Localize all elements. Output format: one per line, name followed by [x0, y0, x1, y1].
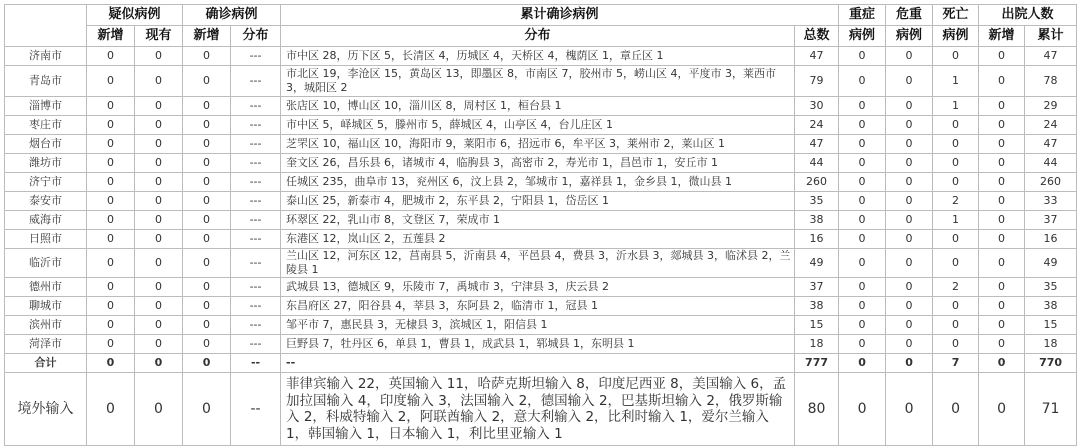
header-discharged: 出院人数 — [979, 5, 1077, 26]
confirmed-new-cell: 0 — [183, 173, 231, 192]
death-cell: 2 — [933, 192, 979, 211]
suspected-new-cell: 0 — [87, 192, 135, 211]
confirmed-new-cell: 0 — [183, 297, 231, 316]
header-confirmed: 确诊病例 — [183, 5, 281, 26]
discharged-total-cell: 260 — [1025, 173, 1077, 192]
severe-cell: 0 — [839, 249, 886, 278]
death-cell: 0 — [933, 154, 979, 173]
header-critical-cases: 病例 — [886, 26, 933, 47]
discharged-new-cell: 0 — [979, 335, 1025, 354]
confirmed-new-cell: 0 — [183, 66, 231, 97]
cumulative-total-cell: 38 — [795, 297, 839, 316]
critical-cell: 0 — [886, 47, 933, 66]
discharged-new-cell: 0 — [979, 211, 1025, 230]
discharged-total-cell: 33 — [1025, 192, 1077, 211]
discharged-new-cell: 0 — [979, 66, 1025, 97]
district-distribution-cell: -- — [281, 354, 795, 373]
district-distribution-cell: 菲律宾输入 22，英国输入 11，哈萨克斯坦输入 8，印度尼西亚 8，美国输入 6，孟加拉国输入 4，印度输入 3，法国输入 2，德国输入 2，巴基斯坦输入 2，俄罗斯输入 2，科威特输入 2，阿联酋输入 2，意大利输入 2，比利时输入 1，爱尔兰输入 1，韩国输入 1，日本输入 1，利比里亚输入 1 — [281, 373, 795, 446]
suspected-current-cell: 0 — [135, 173, 183, 192]
cumulative-total-cell: 80 — [795, 373, 839, 446]
city-cell: 潍坊市 — [5, 154, 87, 173]
suspected-new-cell: 0 — [87, 335, 135, 354]
critical-cell: 0 — [886, 116, 933, 135]
critical-cell: 0 — [886, 154, 933, 173]
discharged-total-cell: 770 — [1025, 354, 1077, 373]
total-row — [5, 354, 1077, 373]
severe-cell: 0 — [839, 66, 886, 97]
death-cell: 2 — [933, 278, 979, 297]
suspected-new-cell: 0 — [87, 211, 135, 230]
district-distribution-cell: 邹平市 7，惠民县 3，无棣县 3，滨城区 1，阳信县 1 — [281, 316, 795, 335]
confirmed-distribution-cell: --- — [231, 297, 281, 316]
confirmed-new-cell: 0 — [183, 230, 231, 249]
confirmed-distribution-cell: --- — [231, 335, 281, 354]
death-cell: 7 — [933, 354, 979, 373]
confirmed-distribution-cell: -- — [231, 373, 281, 446]
table-row — [5, 316, 1077, 335]
severe-cell: 0 — [839, 373, 886, 446]
discharged-total-cell: 24 — [1025, 116, 1077, 135]
confirmed-distribution-cell: --- — [231, 47, 281, 66]
cumulative-total-cell: 35 — [795, 192, 839, 211]
suspected-new-cell: 0 — [87, 66, 135, 97]
confirmed-distribution-cell: --- — [231, 211, 281, 230]
district-distribution-cell: 兰山区 12，河东区 12，莒南县 5，沂南县 4，平邑县 4，费县 3，沂水县 3，郯城县 3，临沭县 2，兰陵县 1 — [281, 249, 795, 278]
cumulative-total-cell: 30 — [795, 97, 839, 116]
discharged-new-cell: 0 — [979, 154, 1025, 173]
severe-cell: 0 — [839, 154, 886, 173]
death-cell: 0 — [933, 173, 979, 192]
header-severe: 重症 — [839, 5, 886, 26]
city-cell: 枣庄市 — [5, 116, 87, 135]
cumulative-total-cell: 47 — [795, 47, 839, 66]
confirmed-new-cell: 0 — [183, 97, 231, 116]
cumulative-total-cell: 260 — [795, 173, 839, 192]
district-distribution-cell: 泰山区 25，新泰市 4，肥城市 2，东平县 2，宁阳县 1，岱岳区 1 — [281, 192, 795, 211]
table-row — [5, 211, 1077, 230]
district-distribution-cell: 芝罘区 10，福山区 10，海阳市 9，莱阳市 6，招远市 6，牟平区 3，莱州市 2，莱山区 1 — [281, 135, 795, 154]
suspected-current-cell: 0 — [135, 373, 183, 446]
confirmed-new-cell: 0 — [183, 354, 231, 373]
table-row — [5, 154, 1077, 173]
suspected-current-cell: 0 — [135, 230, 183, 249]
confirmed-distribution-cell: --- — [231, 97, 281, 116]
confirmed-new-cell: 0 — [183, 135, 231, 154]
discharged-total-cell: 38 — [1025, 297, 1077, 316]
death-cell: 0 — [933, 373, 979, 446]
cumulative-total-cell: 37 — [795, 278, 839, 297]
covid-case-table — [4, 4, 1077, 446]
suspected-new-cell: 0 — [87, 154, 135, 173]
confirmed-distribution-cell: --- — [231, 192, 281, 211]
confirmed-new-cell: 0 — [183, 192, 231, 211]
critical-cell: 0 — [886, 230, 933, 249]
confirmed-new-cell: 0 — [183, 373, 231, 446]
suspected-current-cell: 0 — [135, 316, 183, 335]
critical-cell: 0 — [886, 192, 933, 211]
death-cell: 0 — [933, 335, 979, 354]
death-cell: 0 — [933, 230, 979, 249]
suspected-current-cell: 0 — [135, 278, 183, 297]
city-cell: 菏泽市 — [5, 335, 87, 354]
confirmed-new-cell: 0 — [183, 116, 231, 135]
discharged-total-cell: 16 — [1025, 230, 1077, 249]
confirmed-distribution-cell: --- — [231, 135, 281, 154]
city-cell: 临沂市 — [5, 249, 87, 278]
header-death-cases: 病例 — [933, 26, 979, 47]
suspected-current-cell: 0 — [135, 116, 183, 135]
confirmed-distribution-cell: --- — [231, 278, 281, 297]
suspected-current-cell: 0 — [135, 97, 183, 116]
district-distribution-cell: 张店区 10，博山区 10，淄川区 8，周村区 1，桓台县 1 — [281, 97, 795, 116]
district-distribution-cell: 市中区 28，历下区 5，长清区 4，历城区 4，天桥区 4，槐荫区 1，章丘区 1 — [281, 47, 795, 66]
suspected-current-cell: 0 — [135, 297, 183, 316]
header-discharged-cumulative: 累计 — [1025, 26, 1077, 47]
table-row — [5, 173, 1077, 192]
city-cell: 德州市 — [5, 278, 87, 297]
header-city-blank — [5, 5, 87, 47]
suspected-current-cell: 0 — [135, 354, 183, 373]
critical-cell: 0 — [886, 211, 933, 230]
header-discharged-new: 新增 — [979, 26, 1025, 47]
discharged-total-cell: 44 — [1025, 154, 1077, 173]
cumulative-total-cell: 24 — [795, 116, 839, 135]
discharged-new-cell: 0 — [979, 135, 1025, 154]
suspected-new-cell: 0 — [87, 297, 135, 316]
death-cell: 1 — [933, 66, 979, 97]
header-severe-cases: 病例 — [839, 26, 886, 47]
severe-cell: 0 — [839, 335, 886, 354]
severe-cell: 0 — [839, 297, 886, 316]
imported-row — [5, 373, 1077, 446]
severe-cell: 0 — [839, 278, 886, 297]
severe-cell: 0 — [839, 47, 886, 66]
discharged-total-cell: 71 — [1025, 373, 1077, 446]
critical-cell: 0 — [886, 97, 933, 116]
severe-cell: 0 — [839, 173, 886, 192]
critical-cell: 0 — [886, 278, 933, 297]
header-confirmed-new: 新增 — [183, 26, 231, 47]
district-distribution-cell: 东港区 12，岚山区 2，五莲县 2 — [281, 230, 795, 249]
cumulative-total-cell: 79 — [795, 66, 839, 97]
severe-cell: 0 — [839, 97, 886, 116]
district-distribution-cell: 环翠区 22，乳山市 8，文登区 7，荣成市 1 — [281, 211, 795, 230]
confirmed-new-cell: 0 — [183, 47, 231, 66]
city-cell: 淄博市 — [5, 97, 87, 116]
table-row — [5, 278, 1077, 297]
suspected-current-cell: 0 — [135, 47, 183, 66]
suspected-current-cell: 0 — [135, 135, 183, 154]
suspected-new-cell: 0 — [87, 316, 135, 335]
header-cumulative: 累计确诊病例 — [281, 5, 839, 26]
header-suspected-current: 现有 — [135, 26, 183, 47]
critical-cell: 0 — [886, 173, 933, 192]
city-cell: 日照市 — [5, 230, 87, 249]
table-row — [5, 230, 1077, 249]
severe-cell: 0 — [839, 116, 886, 135]
cumulative-total-cell: 777 — [795, 354, 839, 373]
discharged-total-cell: 18 — [1025, 335, 1077, 354]
table-row — [5, 297, 1077, 316]
district-distribution-cell: 奎文区 26，昌乐县 6，诸城市 4，临朐县 3，高密市 2，寿光市 1，昌邑市 1，安丘市 1 — [281, 154, 795, 173]
district-distribution-cell: 武城县 13，德城区 9，乐陵市 7，禹城市 3，宁津县 3，庆云县 2 — [281, 278, 795, 297]
suspected-new-cell: 0 — [87, 278, 135, 297]
discharged-new-cell: 0 — [979, 97, 1025, 116]
severe-cell: 0 — [839, 135, 886, 154]
critical-cell: 0 — [886, 249, 933, 278]
district-distribution-cell: 巨野县 7，牡丹区 6，单县 1，曹县 1，成武县 1，郓城县 1，东明县 1 — [281, 335, 795, 354]
confirmed-distribution-cell: --- — [231, 116, 281, 135]
death-cell: 0 — [933, 316, 979, 335]
discharged-total-cell: 47 — [1025, 47, 1077, 66]
discharged-total-cell: 47 — [1025, 135, 1077, 154]
city-cell: 滨州市 — [5, 316, 87, 335]
severe-cell: 0 — [839, 230, 886, 249]
severe-cell: 0 — [839, 192, 886, 211]
header-suspected-new: 新增 — [87, 26, 135, 47]
suspected-new-cell: 0 — [87, 173, 135, 192]
death-cell: 1 — [933, 211, 979, 230]
discharged-total-cell: 49 — [1025, 249, 1077, 278]
discharged-total-cell: 29 — [1025, 97, 1077, 116]
city-cell: 泰安市 — [5, 192, 87, 211]
table-row — [5, 116, 1077, 135]
confirmed-new-cell: 0 — [183, 154, 231, 173]
header-cumulative-total: 总数 — [795, 26, 839, 47]
critical-cell: 0 — [886, 316, 933, 335]
discharged-new-cell: 0 — [979, 373, 1025, 446]
city-cell: 威海市 — [5, 211, 87, 230]
critical-cell: 0 — [886, 66, 933, 97]
discharged-total-cell: 78 — [1025, 66, 1077, 97]
discharged-new-cell: 0 — [979, 278, 1025, 297]
table-row — [5, 192, 1077, 211]
city-cell: 济宁市 — [5, 173, 87, 192]
discharged-new-cell: 0 — [979, 249, 1025, 278]
discharged-new-cell: 0 — [979, 316, 1025, 335]
cumulative-total-cell: 38 — [795, 211, 839, 230]
discharged-new-cell: 0 — [979, 297, 1025, 316]
confirmed-new-cell: 0 — [183, 249, 231, 278]
death-cell: 0 — [933, 135, 979, 154]
confirmed-new-cell: 0 — [183, 278, 231, 297]
header-cumulative-distribution: 分布 — [281, 26, 795, 47]
cumulative-total-cell: 44 — [795, 154, 839, 173]
table-row — [5, 97, 1077, 116]
suspected-current-cell: 0 — [135, 211, 183, 230]
district-distribution-cell: 市北区 19，李沧区 15，黄岛区 13，即墨区 8，市南区 7，胶州市 5，崂山区 4，平度市 3，莱西市 3，城阳区 2 — [281, 66, 795, 97]
suspected-new-cell: 0 — [87, 230, 135, 249]
suspected-new-cell: 0 — [87, 354, 135, 373]
discharged-new-cell: 0 — [979, 173, 1025, 192]
confirmed-distribution-cell: --- — [231, 154, 281, 173]
critical-cell: 0 — [886, 335, 933, 354]
discharged-total-cell: 37 — [1025, 211, 1077, 230]
district-distribution-cell: 任城区 235，曲阜市 13，兖州区 6，汶上县 2，邹城市 1，嘉祥县 1，金乡县 1，微山县 1 — [281, 173, 795, 192]
cumulative-total-cell: 15 — [795, 316, 839, 335]
discharged-new-cell: 0 — [979, 47, 1025, 66]
critical-cell: 0 — [886, 354, 933, 373]
cumulative-total-cell: 49 — [795, 249, 839, 278]
discharged-total-cell: 35 — [1025, 278, 1077, 297]
district-distribution-cell: 市中区 5，峄城区 5，滕州市 5，薛城区 4，山亭区 4，台儿庄区 1 — [281, 116, 795, 135]
confirmed-distribution-cell: --- — [231, 230, 281, 249]
suspected-current-cell: 0 — [135, 249, 183, 278]
suspected-new-cell: 0 — [87, 373, 135, 446]
district-distribution-cell: 东昌府区 27，阳谷县 4，莘县 3，东阿县 2，临清市 1，冠县 1 — [281, 297, 795, 316]
discharged-new-cell: 0 — [979, 116, 1025, 135]
death-cell: 0 — [933, 297, 979, 316]
death-cell: 0 — [933, 249, 979, 278]
suspected-new-cell: 0 — [87, 47, 135, 66]
header-critical: 危重 — [886, 5, 933, 26]
discharged-total-cell: 15 — [1025, 316, 1077, 335]
critical-cell: 0 — [886, 297, 933, 316]
confirmed-new-cell: 0 — [183, 316, 231, 335]
table-body — [5, 47, 1077, 446]
confirmed-distribution-cell: --- — [231, 249, 281, 278]
table-row — [5, 249, 1077, 278]
suspected-new-cell: 0 — [87, 97, 135, 116]
critical-cell: 0 — [886, 373, 933, 446]
cumulative-total-cell: 47 — [795, 135, 839, 154]
confirmed-distribution-cell: --- — [231, 173, 281, 192]
cumulative-total-cell: 18 — [795, 335, 839, 354]
header-death: 死亡 — [933, 5, 979, 26]
confirmed-distribution-cell: --- — [231, 66, 281, 97]
suspected-new-cell: 0 — [87, 116, 135, 135]
city-cell: 境外输入 — [5, 373, 87, 446]
table-row — [5, 47, 1077, 66]
suspected-current-cell: 0 — [135, 335, 183, 354]
confirmed-distribution-cell: --- — [231, 316, 281, 335]
death-cell: 0 — [933, 47, 979, 66]
table-row — [5, 335, 1077, 354]
discharged-new-cell: 0 — [979, 354, 1025, 373]
discharged-new-cell: 0 — [979, 192, 1025, 211]
city-cell: 烟台市 — [5, 135, 87, 154]
table-row — [5, 66, 1077, 97]
suspected-new-cell: 0 — [87, 249, 135, 278]
city-cell: 合计 — [5, 354, 87, 373]
header-suspected: 疑似病例 — [87, 5, 183, 26]
suspected-new-cell: 0 — [87, 135, 135, 154]
death-cell: 0 — [933, 116, 979, 135]
suspected-current-cell: 0 — [135, 66, 183, 97]
critical-cell: 0 — [886, 135, 933, 154]
discharged-new-cell: 0 — [979, 230, 1025, 249]
death-cell: 1 — [933, 97, 979, 116]
cumulative-total-cell: 16 — [795, 230, 839, 249]
header-confirmed-distribution: 分布 — [231, 26, 281, 47]
city-cell: 济南市 — [5, 47, 87, 66]
severe-cell: 0 — [839, 354, 886, 373]
suspected-current-cell: 0 — [135, 192, 183, 211]
suspected-current-cell: 0 — [135, 154, 183, 173]
severe-cell: 0 — [839, 316, 886, 335]
severe-cell: 0 — [839, 211, 886, 230]
city-cell: 聊城市 — [5, 297, 87, 316]
table-row — [5, 135, 1077, 154]
confirmed-new-cell: 0 — [183, 335, 231, 354]
confirmed-distribution-cell: -- — [231, 354, 281, 373]
city-cell: 青岛市 — [5, 66, 87, 97]
confirmed-new-cell: 0 — [183, 211, 231, 230]
